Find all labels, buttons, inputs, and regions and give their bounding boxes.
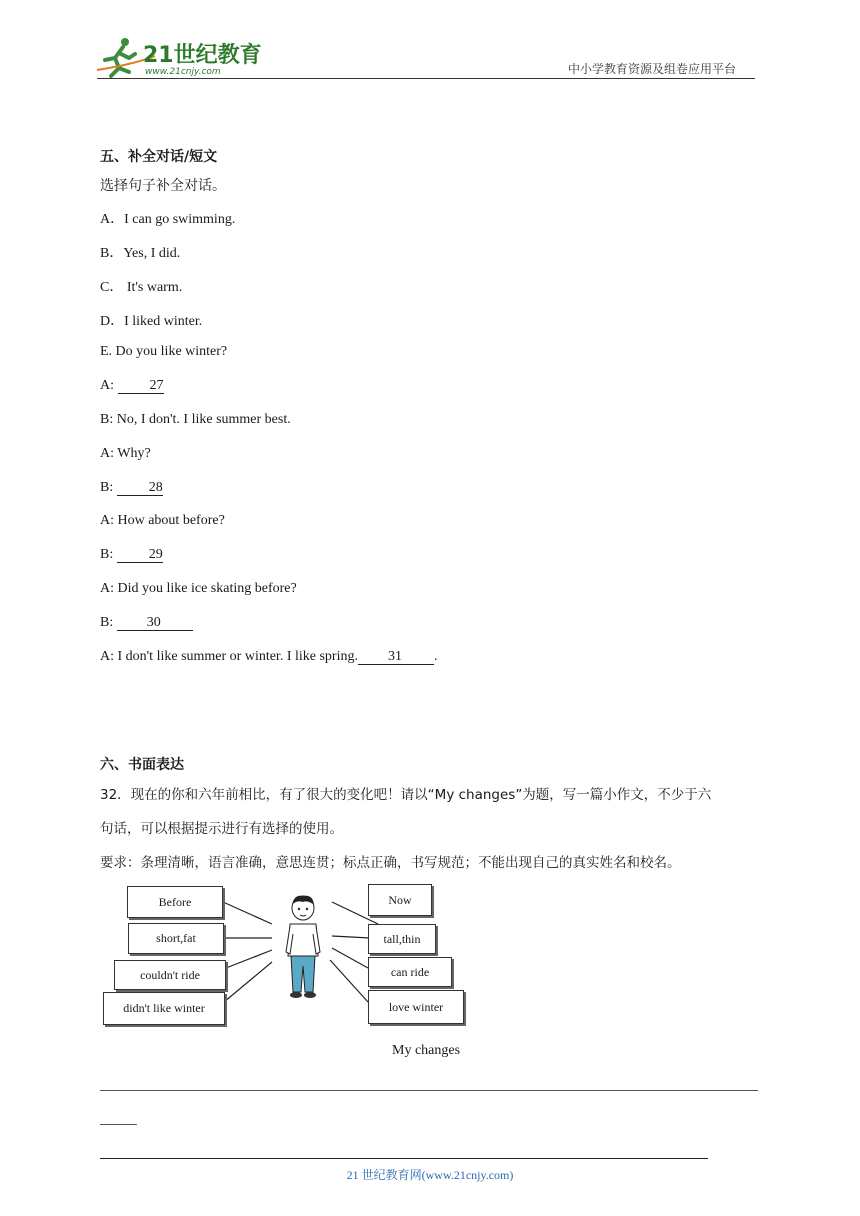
dialogue-line-1: [100, 378, 164, 394]
dialogue-line-4: [100, 480, 163, 496]
dialogue-text: How about before?: [117, 513, 225, 528]
platform-name: 中小学教育资源及组卷应用平台: [568, 62, 737, 76]
option-b: B．Yes, I did.: [100, 246, 181, 261]
speaker: B:: [100, 480, 114, 495]
answer-blank-28[interactable]: 28: [117, 480, 163, 496]
option-d: D．I liked winter.: [100, 314, 203, 329]
option-e: E. Do you like winter?: [100, 344, 228, 359]
speaker: A:: [100, 581, 114, 596]
dialogue-text: Why?: [117, 446, 151, 461]
speaker: B:: [100, 412, 114, 427]
period: .: [433, 649, 438, 664]
answer-blank-29[interactable]: 29: [117, 547, 163, 563]
blank-number: 30: [146, 615, 161, 630]
header-divider: [97, 78, 755, 79]
option-a: A．I can go swimming.: [100, 212, 236, 227]
boy-illustration: [280, 894, 326, 1000]
box-can-ride: can ride: [368, 957, 452, 987]
changes-figure: [100, 880, 470, 1030]
dialogue-text: No, I don't. I like summer best.: [116, 412, 291, 427]
box-short-fat: short,fat: [128, 923, 224, 954]
question-32-prompt-cont: 句话，可以根据提示进行有选择的使用。: [100, 821, 343, 837]
dialogue-line-3: [100, 446, 151, 462]
dialogue-line-2: [100, 412, 291, 428]
dialogue-text: Did you like ice skating before?: [117, 581, 297, 596]
speaker: B:: [100, 547, 114, 562]
option-c: C． It's warm.: [100, 280, 183, 295]
writing-line-2[interactable]: [100, 1124, 137, 1125]
question-32-prompt: 32．现在的你和六年前相比，有了很大的变化吧！请以“My changes”为题，写一篇小作文，不少于六: [100, 787, 712, 803]
box-now: Now: [368, 884, 432, 916]
dialogue-line-5: [100, 513, 225, 529]
box-love-winter: love winter: [368, 990, 464, 1024]
box-couldnt-ride: couldn't ride: [114, 960, 226, 990]
speaker: B:: [100, 615, 114, 630]
footer-text: 21 世纪教育网(www.21cnjy.com): [346, 1168, 514, 1182]
speaker: A:: [100, 649, 114, 664]
answer-blank-30[interactable]: [117, 615, 193, 631]
footer-divider: [100, 1158, 708, 1159]
speaker: A:: [100, 446, 114, 461]
dialogue-text: I don't like summer or winter. I like spring.: [117, 649, 358, 664]
blank-number: 31: [387, 649, 402, 664]
dialogue-line-8: [100, 615, 193, 631]
answer-blank-31[interactable]: [358, 649, 434, 665]
box-tall-thin: tall,thin: [368, 924, 436, 954]
section5-title: 五、补全对话/短文: [100, 149, 218, 165]
requirements: 要求：条理清晰，语言准确，意思连贯；标点正确，书写规范；不能出现自己的真实姓名和校名。: [100, 855, 681, 871]
answer-blank-27[interactable]: 27: [118, 378, 164, 394]
svg-text:www.21cnjy.com: www.21cnjy.com: [145, 67, 221, 77]
figure-caption: My changes: [392, 1043, 461, 1058]
dialogue-line-9: [100, 649, 437, 665]
site-logo: [95, 34, 265, 78]
dialogue-line-6: [100, 547, 163, 563]
svg-text:21世纪教育: 21世纪教育: [143, 43, 262, 68]
writing-line-1[interactable]: [100, 1090, 758, 1091]
speaker: A:: [100, 378, 114, 393]
dialogue-line-7: [100, 581, 297, 597]
section6-title: 六、书面表达: [100, 757, 184, 773]
box-before: Before: [127, 886, 223, 918]
section5-instruction: 选择句子补全对话。: [100, 178, 226, 194]
box-didnt-like-winter: didn't like winter: [103, 992, 225, 1025]
speaker: A:: [100, 513, 114, 528]
